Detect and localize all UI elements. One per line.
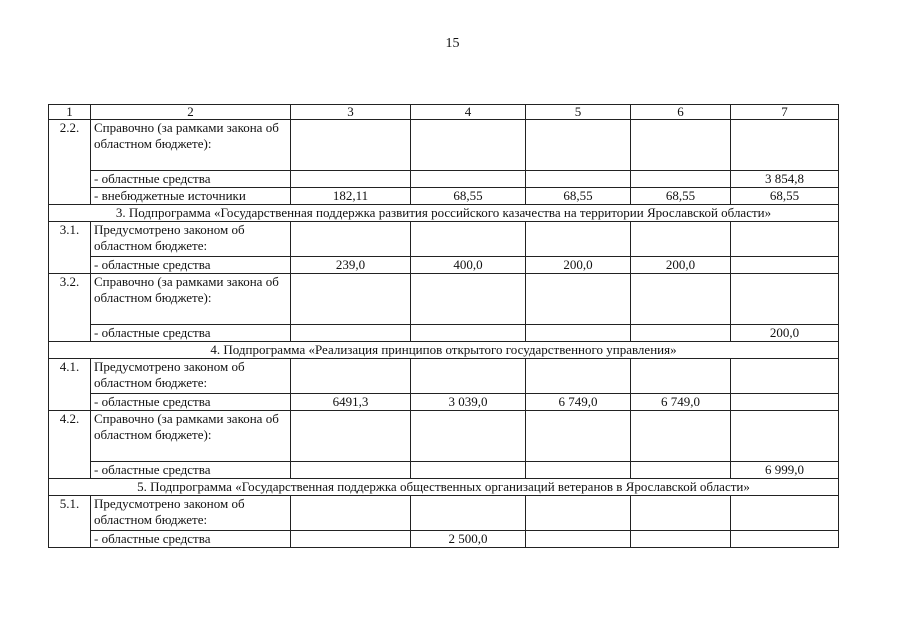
value-cell (631, 325, 731, 342)
budget-table (48, 104, 839, 548)
value-cell (631, 531, 731, 548)
funding-row (49, 188, 839, 205)
value-cell (631, 359, 731, 394)
header-cell: 7 (731, 105, 839, 120)
value-cell: 68,55 (631, 188, 731, 205)
value-cell (526, 120, 631, 171)
value-cell: 68,55 (411, 188, 526, 205)
item-row (49, 496, 839, 531)
value-cell (631, 222, 731, 257)
header-cell: 5 (526, 105, 631, 120)
value-cell (526, 411, 631, 462)
value-cell (731, 257, 839, 274)
page-number: 15 (445, 36, 460, 51)
table-header-row (49, 105, 839, 120)
value-cell (526, 359, 631, 394)
item-label: Справочно (за рамками закона об областном бюджете): (91, 274, 291, 325)
item-number: 2.2. (49, 120, 91, 205)
section-title: 3. Подпрограмма «Государственная поддержка развития российского казачества на территории Ярославской области» (49, 205, 839, 222)
value-cell (411, 274, 526, 325)
value-cell: 200,0 (731, 325, 839, 342)
header-cell: 2 (91, 105, 291, 120)
value-cell (731, 120, 839, 171)
value-cell (291, 274, 411, 325)
value-cell (631, 274, 731, 325)
value-cell: 200,0 (631, 257, 731, 274)
section-title: 5. Подпрограмма «Государственная поддержка общественных организаций ветеранов в Ярославской области» (49, 479, 839, 496)
section-row (49, 479, 839, 496)
value-cell (526, 171, 631, 188)
item-number: 5.1. (49, 496, 91, 548)
funding-row (49, 531, 839, 548)
value-cell (731, 222, 839, 257)
value-cell (291, 531, 411, 548)
item-row (49, 120, 839, 171)
value-cell: 182,11 (291, 188, 411, 205)
section-row (49, 205, 839, 222)
value-cell (291, 120, 411, 171)
value-cell: 400,0 (411, 257, 526, 274)
value-cell (291, 411, 411, 462)
value-cell (411, 325, 526, 342)
value-cell (731, 531, 839, 548)
value-cell: 6 999,0 (731, 462, 839, 479)
item-label: Предусмотрено законом об областном бюджете: (91, 496, 291, 531)
item-number: 3.2. (49, 274, 91, 342)
value-cell: 3 039,0 (411, 394, 526, 411)
value-cell: 200,0 (526, 257, 631, 274)
value-cell (411, 222, 526, 257)
value-cell: 6491,3 (291, 394, 411, 411)
value-cell (731, 411, 839, 462)
value-cell (526, 325, 631, 342)
value-cell (411, 496, 526, 531)
value-cell (731, 359, 839, 394)
value-cell (526, 462, 631, 479)
item-number: 4.1. (49, 359, 91, 411)
value-cell (291, 359, 411, 394)
value-cell (411, 120, 526, 171)
funding-source-label: - внебюджетные источники (91, 188, 291, 205)
value-cell (411, 462, 526, 479)
funding-row (49, 462, 839, 479)
funding-row (49, 257, 839, 274)
item-row (49, 222, 839, 257)
header-cell: 3 (291, 105, 411, 120)
value-cell: 68,55 (731, 188, 839, 205)
section-row (49, 342, 839, 359)
value-cell (411, 359, 526, 394)
value-cell (411, 411, 526, 462)
item-label: Предусмотрено законом об областном бюджете: (91, 222, 291, 257)
value-cell (731, 274, 839, 325)
item-label: Справочно (за рамками закона об областном бюджете): (91, 120, 291, 171)
value-cell (291, 171, 411, 188)
funding-source-label: - областные средства (91, 171, 291, 188)
value-cell (526, 274, 631, 325)
value-cell (731, 496, 839, 531)
value-cell (411, 171, 526, 188)
value-cell: 68,55 (526, 188, 631, 205)
value-cell (291, 325, 411, 342)
funding-row (49, 171, 839, 188)
item-row (49, 359, 839, 394)
value-cell: 239,0 (291, 257, 411, 274)
funding-source-label: - областные средства (91, 325, 291, 342)
section-title: 4. Подпрограмма «Реализация принципов открытого государственного управления» (49, 342, 839, 359)
value-cell (631, 411, 731, 462)
value-cell: 3 854,8 (731, 171, 839, 188)
item-label: Справочно (за рамками закона об областном бюджете): (91, 411, 291, 462)
funding-source-label: - областные средства (91, 394, 291, 411)
value-cell (526, 222, 631, 257)
value-cell (526, 496, 631, 531)
item-row (49, 274, 839, 325)
value-cell (631, 496, 731, 531)
value-cell (526, 531, 631, 548)
funding-source-label: - областные средства (91, 531, 291, 548)
funding-source-label: - областные средства (91, 257, 291, 274)
header-cell: 1 (49, 105, 91, 120)
value-cell (291, 496, 411, 531)
item-row (49, 411, 839, 462)
value-cell (291, 462, 411, 479)
item-number: 3.1. (49, 222, 91, 274)
item-label: Предусмотрено законом об областном бюджете: (91, 359, 291, 394)
funding-row (49, 394, 839, 411)
value-cell (631, 120, 731, 171)
value-cell (291, 222, 411, 257)
header-cell: 4 (411, 105, 526, 120)
budget-table-body (49, 105, 839, 548)
value-cell: 6 749,0 (526, 394, 631, 411)
funding-source-label: - областные средства (91, 462, 291, 479)
funding-row (49, 325, 839, 342)
header-cell: 6 (631, 105, 731, 120)
value-cell: 2 500,0 (411, 531, 526, 548)
value-cell (631, 171, 731, 188)
value-cell (731, 394, 839, 411)
value-cell: 6 749,0 (631, 394, 731, 411)
value-cell (631, 462, 731, 479)
item-number: 4.2. (49, 411, 91, 479)
